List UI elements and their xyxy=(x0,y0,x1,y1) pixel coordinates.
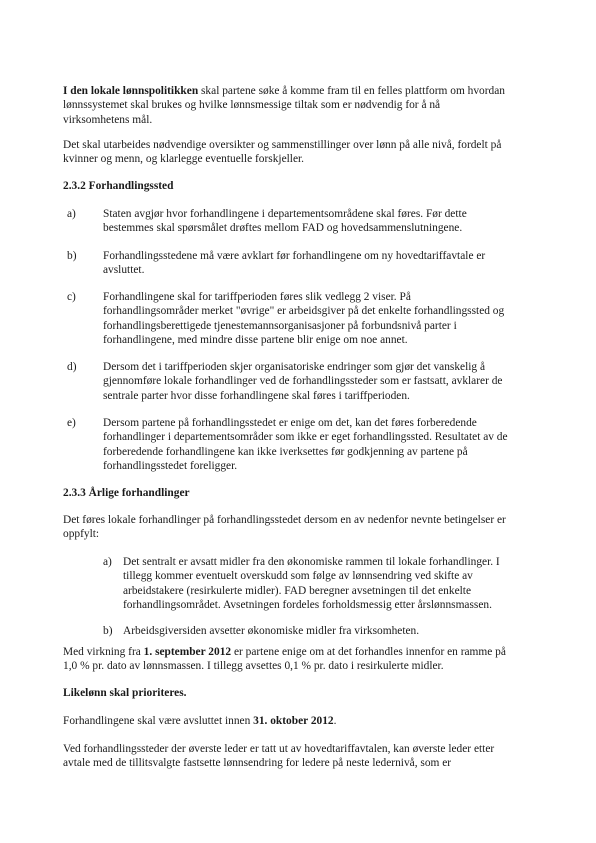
list-item-text: Arbeidsgiversiden avsetter økonomiske midler fra virksomheten. xyxy=(123,625,420,637)
intro-bold-lead: I den lokale lønnspolitikken xyxy=(63,85,199,97)
list-label: c) xyxy=(67,291,76,303)
section-233-lead: Det føres lokale forhandlinger på forhandlingsstedet dersom en av nedenfor nevnte betingelser er oppfylt: xyxy=(63,514,506,541)
list-label: b) xyxy=(67,250,77,262)
section-heading-233: 2.3.3 Årlige forhandlinger xyxy=(63,487,190,499)
list-label: a) xyxy=(67,208,76,220)
deadline-pre: Forhandlingene skal være avsluttet innen xyxy=(63,715,254,727)
list-item-text: Dersom partene på forhandlingsstedet er enige om det, kan det føres forberedende forhandlinger i departementsområder som ikke er eget forhandlingssted. Resultatet av de forberedende forhandlingene kan ikke iverksettes før godkjenning av partene på forhandlingsstedet foreligger. xyxy=(103,417,508,473)
deadline-post: . xyxy=(333,715,337,727)
effect-paragraph xyxy=(63,645,508,674)
deadline-date: 31. oktober 2012 xyxy=(253,715,334,727)
list-item-text: Forhandlingsstedene må være avklart før forhandlingene om ny hovedtariffavtale er avsluttet. xyxy=(103,250,486,277)
closing-paragraph: Ved forhandlingssteder der øverste leder er tatt ut av hovedtariffavtalen, kan øverste leder etter avtale med de tillitsvalgte fastsette lønnsendring for ledere på neste ledernivå, som er xyxy=(63,743,495,770)
intro-paragraph-2: Det skal utarbeides nødvendige oversikter og sammenstillinger over lønn på alle nivå, fordelt på kvinner og menn, og klarlegge eventuelle forskjeller. xyxy=(63,139,502,166)
effect-date: 1. september 2012 xyxy=(143,646,232,658)
effect-pre: Med virkning fra xyxy=(63,646,144,658)
deadline-paragraph xyxy=(63,714,508,728)
list-label: a) xyxy=(103,556,112,568)
list-label: b) xyxy=(103,625,113,637)
list-item-text: Dersom det i tariffperioden skjer organisatoriske endringer som gjør det vanskelig å gjennomføre lokale forhandlinger ved de forhandlingssteder som er fastsatt, avklarer de sentrale parter hvor disse forhandlingene skal føres i tariffperioden. xyxy=(103,361,503,402)
list-item-text: Det sentralt er avsatt midler fra den økonomiske rammen til lokale forhandlinger. I tillegg kommer eventuelt overskudd som følge av lønnsendring ved skifte av arbeidstakere (resirkulerte midler). FAD beregner avsetningen til det enkelte forhandlingsområdet. Avsetningen fordeles forholdsmessig etter årslønnsmassen. xyxy=(123,556,500,612)
list-label: e) xyxy=(67,417,76,429)
equal-pay-statement: Likelønn skal prioriteres. xyxy=(63,687,187,699)
intro-p1-text: skal partene søke å komme fram til en felles plattform om hvordan lønnssystemet skal brukes og hvilke lønnsmessige tiltak som er nødvendig for å nå virksomhetens mål. xyxy=(63,85,505,126)
intro-paragraph-1 xyxy=(63,84,508,127)
list-item-text: Staten avgjør hvor forhandlingene i departementsområdene skal føres. Før dette bestemmes skal spørsmålet drøftes mellom FAD og hovedsammenslutningene. xyxy=(103,208,467,235)
list-item-text: Forhandlingene skal for tariffperioden føres slik vedlegg 2 viser. På forhandlingsområder merket "øvrige" er arbeidsgiver på det enkelte forhandlingssted og forhandlingsberettigede tjenestemannsorganisasjoner på forbundsnivå parter i forhandlingene, med mindre disse partene blir enige om noe annet. xyxy=(103,291,505,347)
effect-post: er partene enige om at det forhandles innenfor en ramme på 1,0 % pr. dato av lønnsmassen. I tillegg avsettes 0,1 % pr. dato i resirkulerte midler. xyxy=(63,646,506,673)
list-label: d) xyxy=(67,361,77,373)
section-heading-232: 2.3.2 Forhandlingssted xyxy=(63,180,174,192)
